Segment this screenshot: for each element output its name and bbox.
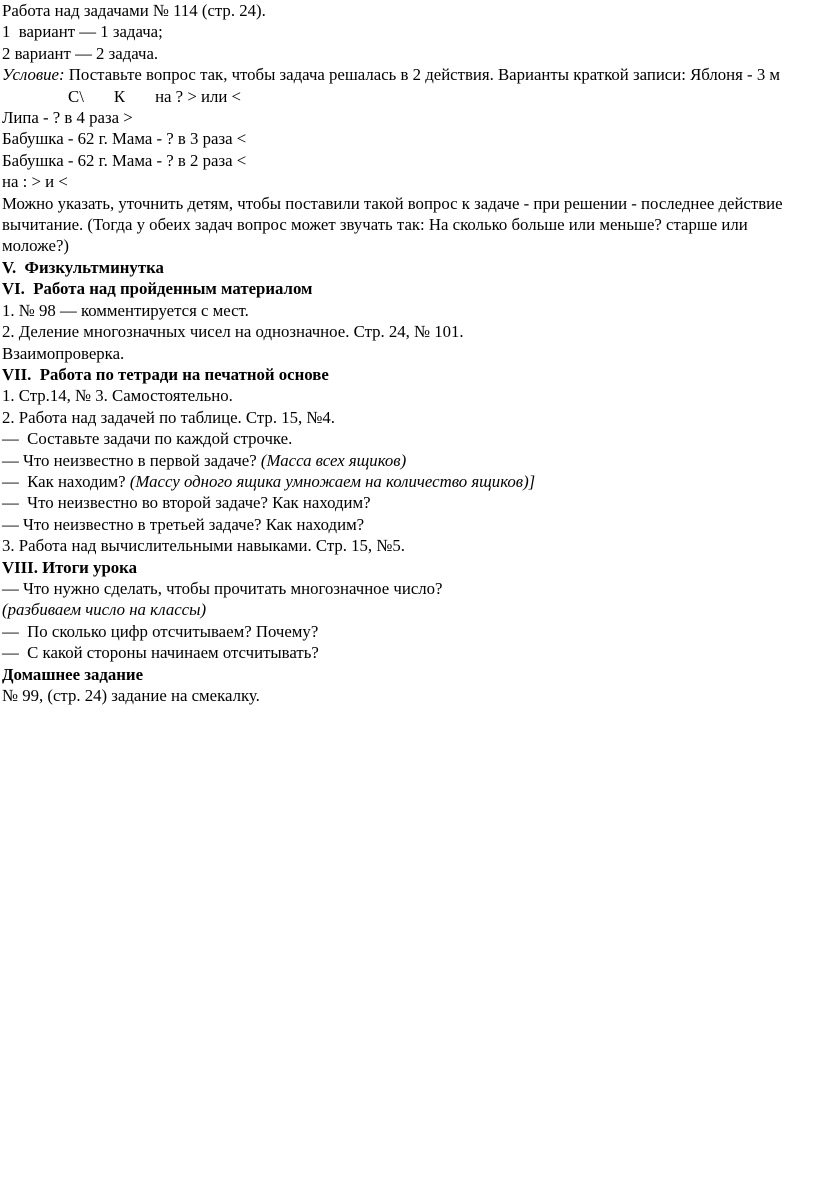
section-viii-heading: VIII. Итоги урока — [2, 557, 137, 577]
homework-heading: Домашнее задание — [2, 664, 144, 684]
mutual-check: Взаимопроверка. — [2, 343, 125, 363]
short-note-ops: на : > и < — [2, 172, 68, 192]
variant-2: 2 вариант — 2 задача. — [2, 43, 159, 63]
dash-first-task-answer: (Масса всех ящиков) — [260, 450, 407, 470]
dash-first-task-text: — Что неизвестно в первой задаче? — [2, 450, 261, 470]
condition-text: Поставьте вопрос так, чтобы задача решалась в 2 действия. Варианты краткой записи: Яблоня - 3 м — [64, 65, 781, 85]
dash-how-find — [2, 471, 810, 492]
dash-read-number: — Что нужно сделать, чтобы прочитать многозначное число? — [2, 578, 443, 598]
task-heading: Работа над задачами № 114 (стр. 24). — [2, 1, 266, 20]
homework-text: № 99, (стр. 24) задание на смекалку. — [2, 686, 260, 705]
item-workbook-3: 1. Стр.14, № 3. Самостоятельно. — [2, 386, 233, 406]
dash-first-task — [2, 450, 810, 471]
short-note-linden: Липа - ? в 4 раза > — [2, 108, 133, 128]
short-note-grandma-1: Бабушка - 62 г. Мама - ? в 3 раза < — [2, 129, 247, 149]
dash-digits-count: — По сколько цифр отсчитываем? Почему? — [2, 621, 319, 641]
condition-label: Условие: — [2, 65, 65, 85]
condition-k: К — [113, 86, 126, 106]
item-98: 1. № 98 — комментируется с мест. — [2, 300, 249, 320]
dash-third-task: — Что неизвестно в третьей задаче? Как находим? — [2, 514, 365, 534]
section-vii-heading: VII. Работа по тетради на печатной основе — [2, 364, 329, 384]
item-division: 2. Деление многозначных чисел на однозначное. Стр. 24, № 101. — [2, 322, 464, 342]
dash-how-find-answer: (Массу одного ящика умножаем на количество ящиков)] — [129, 471, 536, 491]
teacher-note: Можно указать, уточнить детям, чтобы поставили такой вопрос к задаче - при решении - последнее действие вычитание. (Тогда у обеих задач вопрос может звучать так: На сколько больше или меньше? старше или моложе?) — [2, 193, 787, 256]
item-table-task: 2. Работа над задачей по таблице. Стр. 15, №4. — [2, 407, 335, 427]
dash-compose: — Составьте задачи по каждой строчке. — [2, 429, 293, 449]
dash-which-side: — С какой стороны начинаем отсчитывать? — [2, 643, 319, 663]
condition-paragraph — [2, 64, 810, 107]
item-computing: 3. Работа над вычислительными навыками. Стр. 15, №5. — [2, 536, 405, 556]
variant-1: 1 вариант — 1 задача; — [2, 22, 163, 42]
document-page — [2, 0, 810, 706]
answer-classes: (разбиваем число на классы) — [2, 600, 207, 620]
condition-rest: на ? > или < — [155, 86, 241, 106]
short-note-grandma-2: Бабушка - 62 г. Мама - ? в 2 раза < — [2, 150, 247, 170]
dash-second-task: — Что неизвестно во второй задаче? Как находим? — [2, 493, 371, 513]
dash-how-find-text: — Как находим? — [2, 471, 130, 491]
section-vi-heading: VI. Работа над пройденным материалом — [2, 279, 313, 299]
condition-c: С\ — [68, 86, 84, 106]
section-v-heading: V. Физкультминутка — [2, 257, 164, 277]
